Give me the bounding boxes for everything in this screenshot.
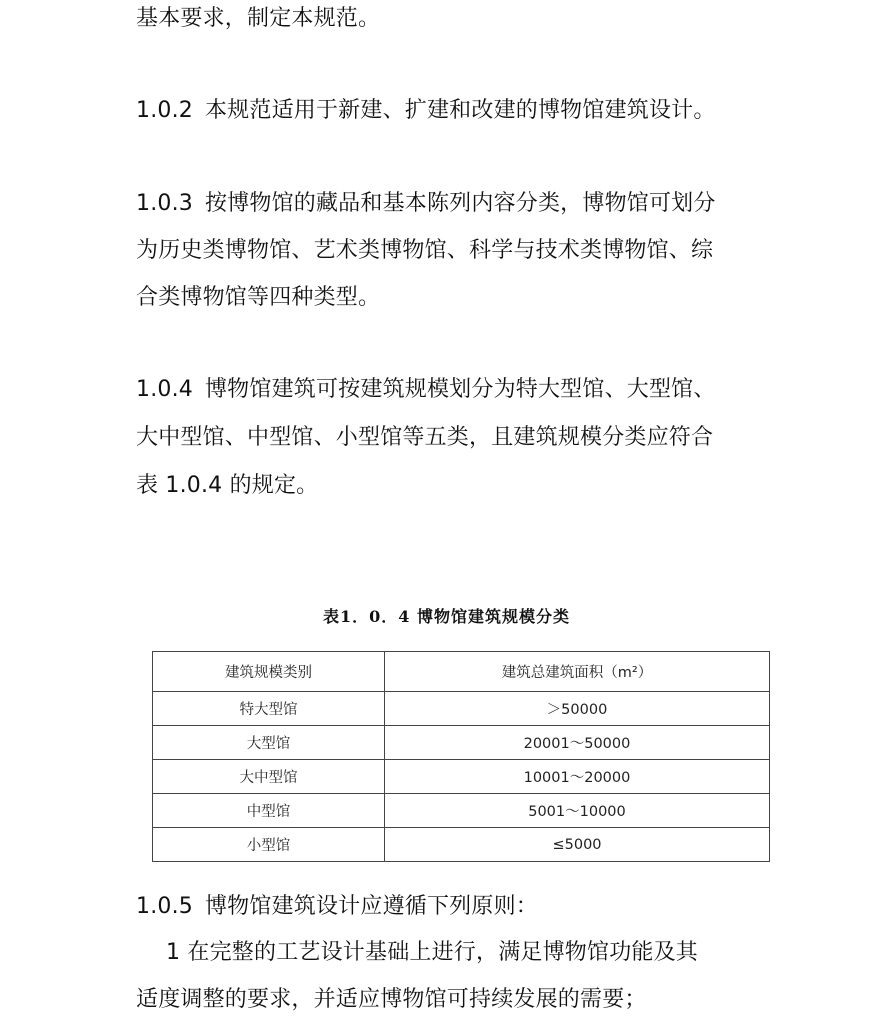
table-header-row <box>153 652 770 692</box>
clause-number: 1.0.3 <box>136 191 193 216</box>
paragraph-line: 适度调整的要求，并适应博物馆可持续发展的需要； <box>136 987 647 1012</box>
table-row <box>153 692 770 726</box>
paragraph-line: 合类博物馆等四种类型。 <box>136 285 381 310</box>
clause-text: 按博物馆的藏品和基本陈列内容分类，博物馆可划分 <box>204 191 716 216</box>
clause-text: 本规范适用于新建、扩建和改建的博物馆建筑设计。 <box>204 98 716 123</box>
table-cell: 中型馆 <box>153 794 385 828</box>
table-header-cell: 建筑规模类别 <box>153 652 385 692</box>
table-cell: 5001～10000 <box>385 794 770 828</box>
clause-1-0-5 <box>136 892 538 922</box>
paragraph-line: 表 1.0.4 的规定。 <box>136 473 319 498</box>
clause-1-0-4 <box>136 375 716 405</box>
table-row <box>153 760 770 794</box>
table-cell: 大型馆 <box>153 726 385 760</box>
table-row <box>153 726 770 760</box>
table-title: 表1．0．4 博物馆建筑规模分类 <box>323 607 570 626</box>
table-cell: 10001～20000 <box>385 760 770 794</box>
museum-scale-table <box>152 651 770 862</box>
table-row <box>153 794 770 828</box>
clause-number: 1.0.5 <box>136 894 193 919</box>
table-header-cell: 建筑总建筑面积（m²） <box>385 652 770 692</box>
table-cell: 大中型馆 <box>153 760 385 794</box>
paragraph-line: 基本要求，制定本规范。 <box>136 6 381 31</box>
table-cell: 20001～50000 <box>385 726 770 760</box>
table-cell: ＞50000 <box>385 692 770 726</box>
table-cell: 小型馆 <box>153 828 385 862</box>
paragraph-line: 大中型馆、中型馆、小型馆等五类，且建筑规模分类应符合 <box>136 425 714 450</box>
clause-text: 博物馆建筑设计应遵循下列原则： <box>204 894 538 919</box>
list-item: 1 在完整的工艺设计基础上进行，满足博物馆功能及其 <box>166 940 698 965</box>
table-row <box>153 828 770 862</box>
clause-number: 1.0.4 <box>136 377 193 402</box>
clause-1-0-2 <box>136 96 716 126</box>
table-cell: ≤5000 <box>385 828 770 862</box>
clause-text: 博物馆建筑可按建筑规模划分为特大型馆、大型馆、 <box>204 377 716 402</box>
paragraph-line: 为历史类博物馆、艺术类博物馆、科学与技术类博物馆、综 <box>136 238 714 263</box>
clause-number: 1.0.2 <box>136 98 193 123</box>
clause-1-0-3 <box>136 189 716 219</box>
table-cell: 特大型馆 <box>153 692 385 726</box>
